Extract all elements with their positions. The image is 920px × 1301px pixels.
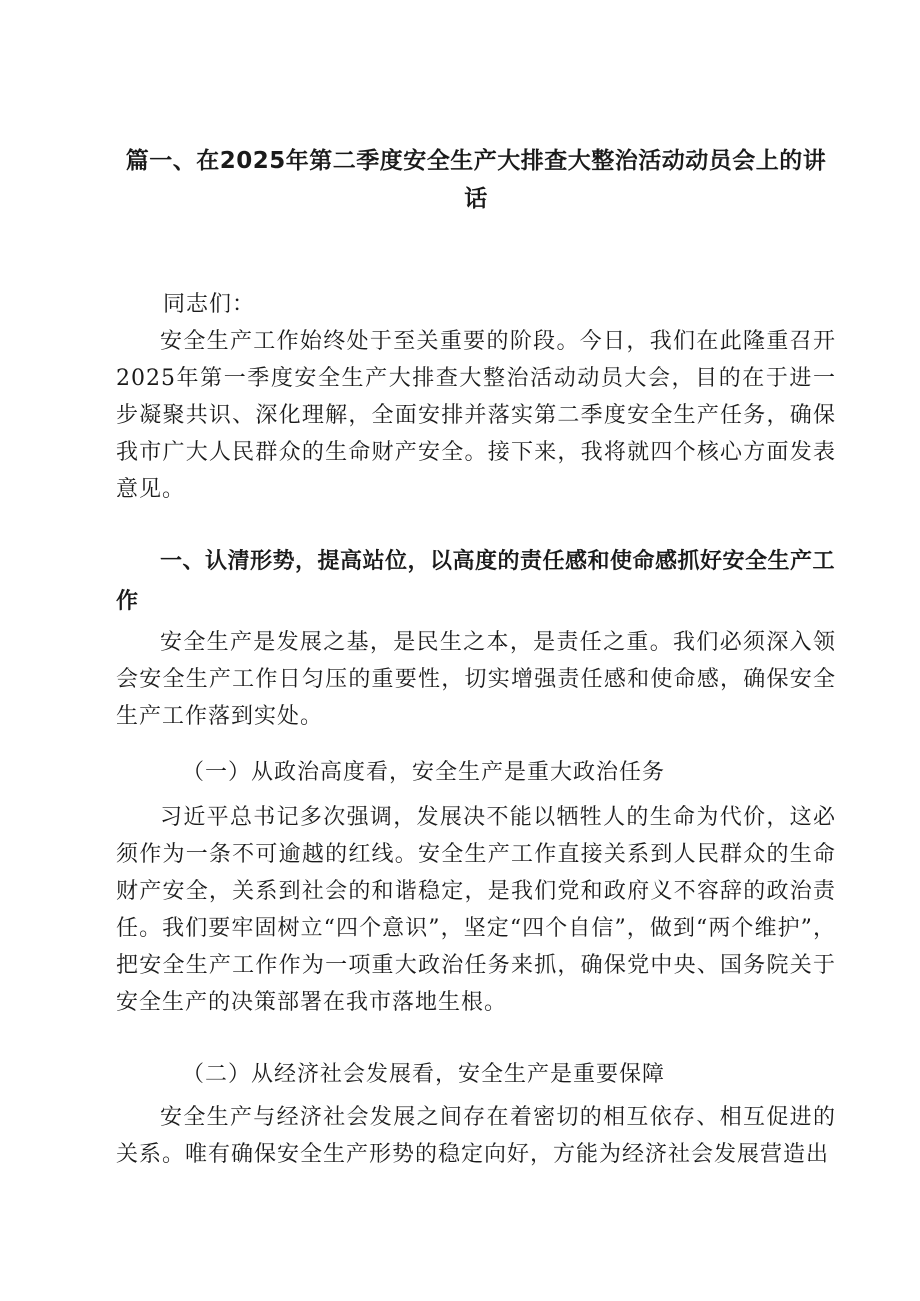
subsection-1-paragraph: 习近平总书记多次强调，发展决不能以牺牲人的生命为代价，这必须作为一条不可逾越的红线。安全生产工作直接关系到人民群众的生命财产安全，关系到社会的和谐稳定，是我们党和政府义不容辞的政治责任。我们要牢固树立“四个意识”，坚定“四个自信”，做到“两个维护”，把安全生产工作作为一项重大政治任务来抓，确保党中央、国务院关于安全生产的决策部署在我市落地生根。 [116,805,836,1015]
subsection-1-heading: （一）从政治高度看，安全生产是重大政治任务 [182,760,666,785]
section-1-heading: 一、认清形势，提高站位，以高度的责任感和使命感抓好安全生产工作 [116,549,836,614]
subsection-2-heading: （二）从经济社会发展看，安全生产是重要保障 [182,1062,666,1087]
subsection-2-paragraph: 安全生产与经济社会发展之间存在着密切的相互依存、相互促进的关系。唯有确保安全生产形势的稳定向好，方能为经济社会发展营造出 [116,1105,836,1167]
intro-paragraph: 安全生产工作始终处于至关重要的阶段。今日，我们在此隆重召开2025年第一季度安全生产大排查大整治活动动员大会，目的在于进一步凝聚共识、深化理解，全面安排并落实第二季度安全生产任务，确保我市广大人民群众的生命财产安全。接下来，我将就四个核心方面发表意见。 [116,329,836,502]
salutation: 同志们： [163,292,256,317]
section-1-paragraph: 安全生产是发展之基，是民生之本，是责任之重。我们必须深入领会安全生产工作日匀压的重要性，切实增强责任感和使命感，确保安全生产工作落到实处。 [116,630,836,729]
document-title: 篇一、在2025年第二季度安全生产大排查大整治活动动员会上的讲话 [125,148,827,212]
